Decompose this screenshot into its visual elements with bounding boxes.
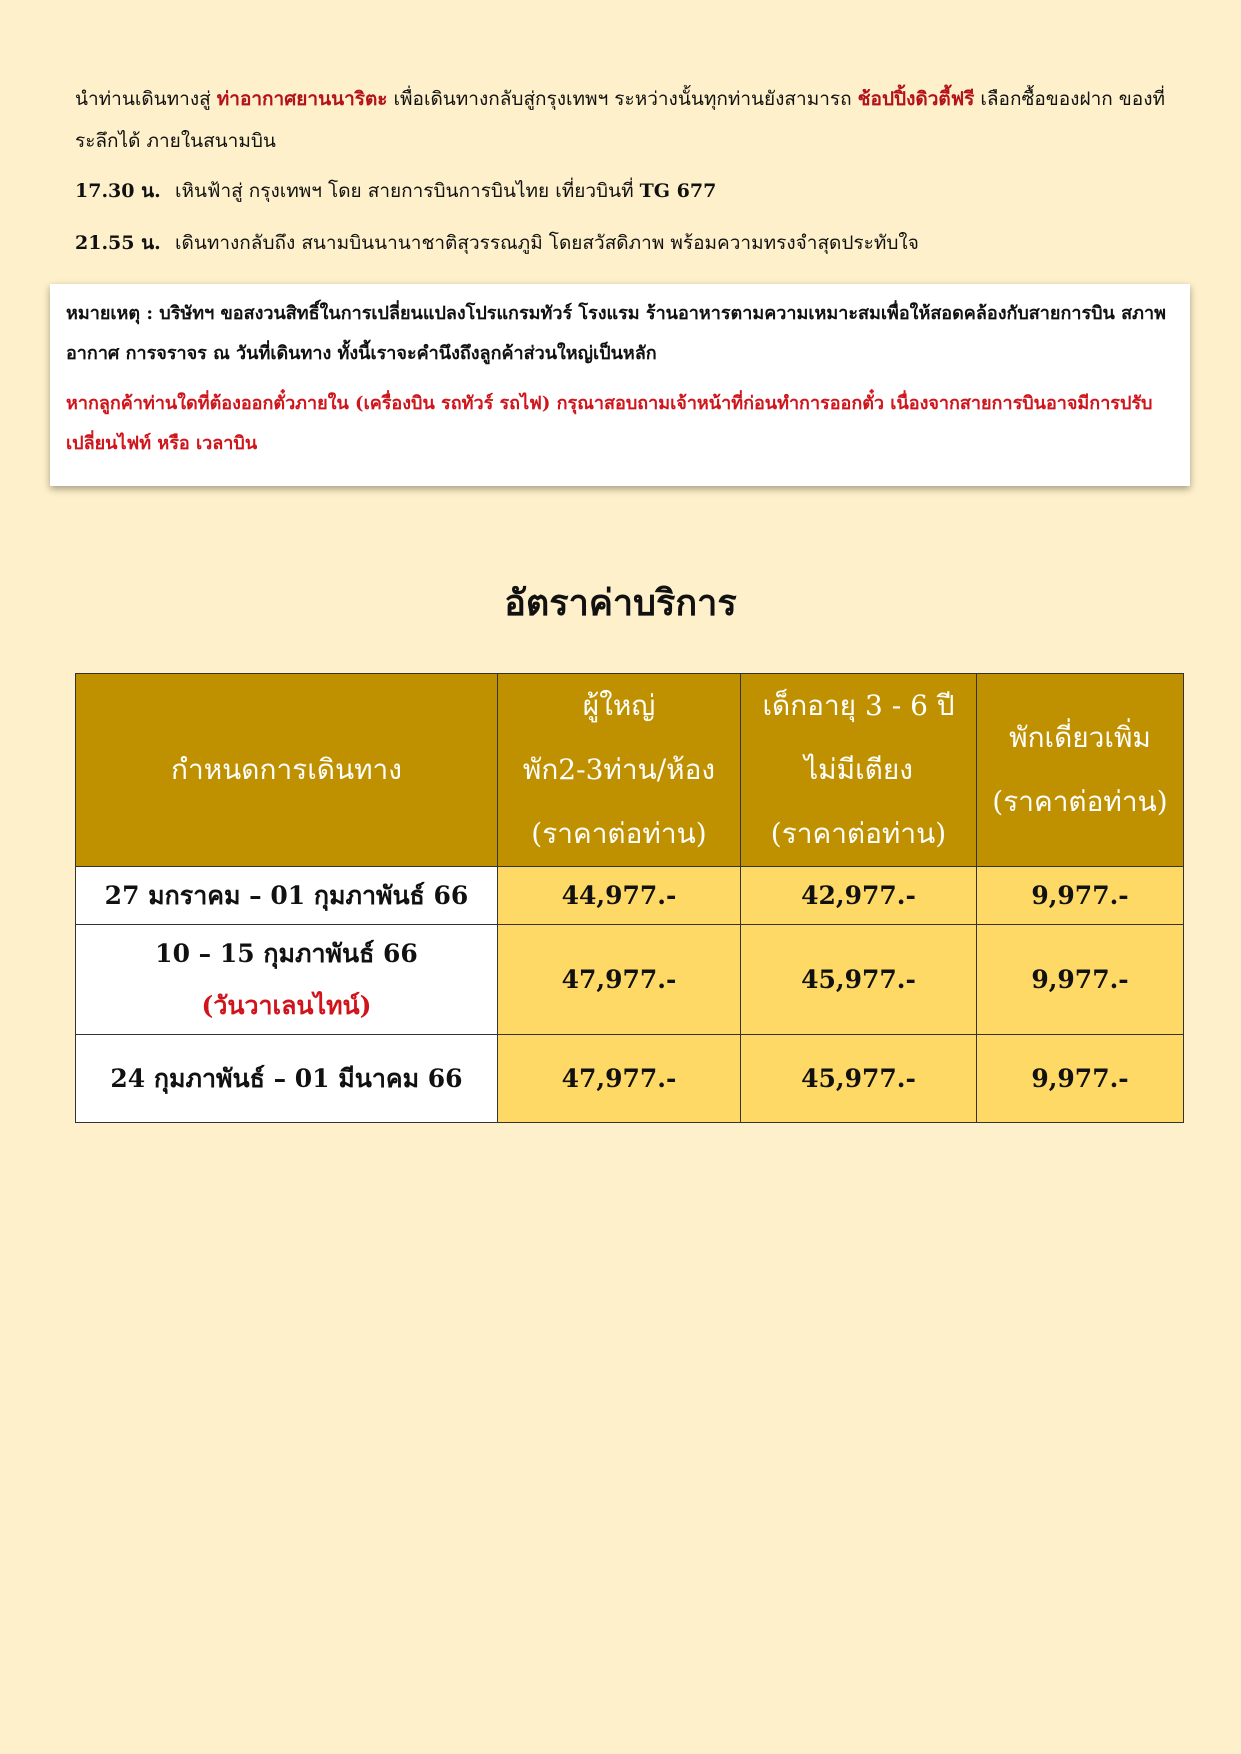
rates-table [75,673,1184,1123]
adult-price: 44,977.- [498,867,741,925]
duty-free-highlight: ช้อปปิ้งดิวตี้ฟรี [857,88,975,110]
table-row [76,867,1184,925]
period-cell: 27 มกราคม – 01 กุมภาพันธ์ 66 [76,867,498,925]
table-row [76,925,1184,1035]
schedule-time: 21.55 น. [75,232,161,254]
single-supplement: 9,977.- [977,867,1184,925]
schedule-time: 17.30 น. [75,180,161,202]
flight-number: TG 677 [639,180,717,202]
single-supplement: 9,977.- [977,1035,1184,1123]
schedule-text: เดินทางกลับถึง สนามบินนานาชาติสุวรรณภูมิ โดยสวัสดิภาพ พร้อมความทรงจำสุดประทับใจ [175,232,919,254]
child-price: 42,977.- [741,867,977,925]
airport-name: ท่าอากาศยานนาริตะ [216,88,388,110]
header-single-line: (ราคาต่อท่าน) [992,785,1168,818]
header-adult [498,674,741,867]
header-adult-line: ผู้ใหญ่ [582,689,656,722]
period-dates: 10 – 15 กุมภาพันธ์ 66 [155,938,418,968]
header-single-line: พักเดี่ยวเพิ่ม [1009,721,1151,754]
child-price: 45,977.- [741,1035,977,1123]
table-header-row [76,674,1184,867]
adult-price: 47,977.- [498,925,741,1035]
rates-title: อัตราค่าบริการ [504,582,737,624]
ticket-warning: หากลูกค้าท่านใดที่ต้องออกตั๋วภายใน (เครื่องบิน รถทัวร์ รถไฟ) กรุณาสอบถามเจ้าหน้าที่ก่อนทำการออกตั๋ว เนื่องจากสายการบินอาจมีการปรับเปลี่ยนไฟท์ หรือ เวลาบิน [66,393,1153,454]
adult-price: 47,977.- [498,1035,741,1123]
schedule-text: เหินฟ้าสู่ กรุงเทพฯ โดย สายการบินการบินไทย เที่ยวบินที่ [175,180,640,202]
header-period [76,674,498,867]
single-supplement: 9,977.- [977,925,1184,1035]
period-cell [76,925,498,1035]
schedule-row [75,177,716,205]
intro-text: เลือกซื้อของฝาก ของที่ระลึกได้ ภายในสนามบิน [75,88,1165,152]
header-child-line: (ราคาต่อท่าน) [770,817,947,850]
intro-text: เพื่อเดินทางกลับสู่กรุงเทพฯ ระหว่างนั้นทุกท่านยังสามารถ [387,88,858,110]
period-note: (วันวาเลนไทน์) [201,990,372,1020]
intro-text: นำท่านเดินทางสู่ [75,88,217,110]
header-child [741,674,977,867]
schedule-row [75,229,919,257]
table-row [76,1035,1184,1123]
header-adult-line: (ราคาต่อท่าน) [531,817,707,850]
header-child-line: ไม่มีเตียง [804,753,913,786]
remark-box [50,284,1190,486]
header-adult-line: พัก2-3ท่าน/ห้อง [522,753,716,786]
header-child-line: เด็กอายุ 3 - 6 ปี [762,689,955,722]
header-period-label: กำหนดการเดินทาง [171,753,402,786]
header-single [977,674,1184,867]
period-cell: 24 กุมภาพันธ์ – 01 มีนาคม 66 [76,1035,498,1123]
child-price: 45,977.- [741,925,977,1035]
remark-text: หมายเหตุ : บริษัทฯ ขอสงวนสิทธิ์ในการเปลี่ยนแปลงโปรแกรมทัวร์ โรงแรม ร้านอาหารตามความเหมาะสมเพื่อให้สอดคล้องกับสายการบิน สภาพอากาศ การจราจร ณ วันที่เดินทาง ทั้งนี้เราจะคำนึงถึงลูกค้าส่วนใหญ่เป็นหลัก [66,303,1166,364]
intro-paragraph [75,78,1165,162]
